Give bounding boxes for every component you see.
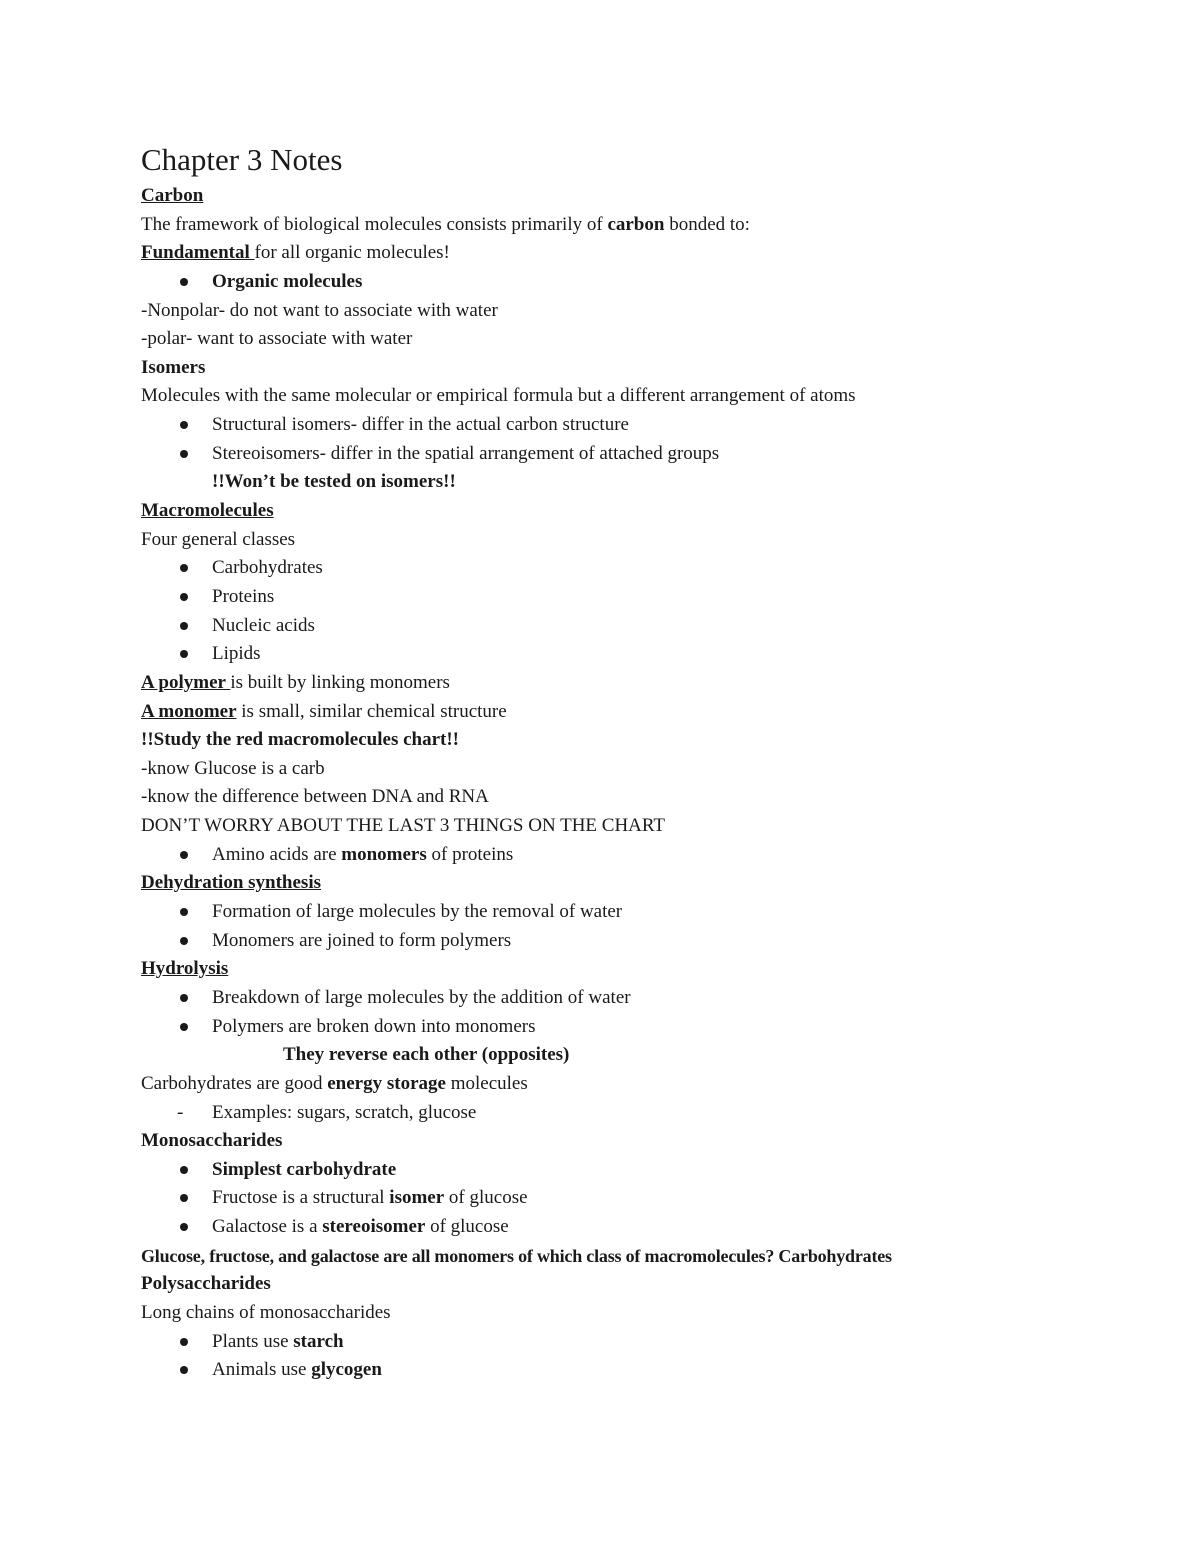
underlined-run: A polymer [141,671,231,693]
glucose-line: -know Glucose is a carb [141,757,325,779]
study-note: !!Study the red macromolecules chart!! [141,729,460,751]
dash-marker: - [177,1101,184,1123]
bullet-icon [180,622,188,630]
list-item-text: Lipids [212,643,261,665]
bullet-icon [180,1194,188,1202]
bullet-icon [180,593,188,601]
bullet-icon [180,278,188,286]
list-item-text: Nucleic acids [212,614,315,636]
list-item [141,640,1141,669]
text-run: Animals use [212,1359,312,1381]
bullet-icon [180,994,188,1002]
bold-run: stereoisomer [322,1216,426,1238]
bold-run: isomer [389,1187,445,1209]
text-run: Galactose is a [212,1216,323,1238]
list-item-text: Carbohydrates [212,557,323,579]
text-run: of glucose [444,1187,528,1209]
polar-line: -polar- want to associate with water [141,328,413,350]
bullet-icon [180,1338,188,1346]
text-run: of proteins [426,843,514,865]
list-item [141,268,1141,297]
bold-run: carbon [607,213,665,235]
list-item [141,1213,1141,1242]
fundamental-line [141,239,1141,268]
bullet-icon [180,450,188,458]
isomers-definition: Molecules with the same molecular or empirical formula but a different arrangement of atoms [141,385,856,407]
text-run: is small, similar chemical structure [236,700,507,722]
bullet-icon [180,650,188,658]
list-item [141,898,1141,927]
reverse-note: They reverse each other (opposites) [283,1044,570,1066]
bullet-icon [180,1223,188,1231]
underlined-run: A monomer [141,700,237,722]
question-line: Glucose, fructose, and galactose are all monomers of which class of macromolecules? Carbohydrates [141,1245,892,1266]
macromolecules-intro: Four general classes [141,528,296,550]
list-item [141,984,1141,1013]
bullet-icon [180,1023,188,1031]
text-run: Fructose is a structural [212,1187,390,1209]
list-item [141,1013,1141,1042]
bullet-icon [180,937,188,945]
bullet-icon [180,1166,188,1174]
text-run: for all organic molecules! [254,242,450,264]
bullet-icon [180,564,188,572]
text-run: bonded to: [664,213,750,235]
carbon-heading: Carbon [141,185,204,206]
list-item-text: Simplest carbohydrate [212,1158,397,1180]
list-item [141,1184,1141,1213]
carbon-framework-line [141,211,1141,240]
list-item-text: Formation of large molecules by the removal of water [212,901,623,923]
dna-line: -know the difference between DNA and RNA [141,786,489,808]
text-run: is built by linking monomers [230,671,450,693]
list-item [141,1356,1141,1385]
polymer-line [141,669,1141,698]
monomer-line [141,698,1141,727]
carbs-line [141,1070,1141,1099]
bold-run: glycogen [311,1359,382,1381]
list-item [141,1156,1141,1185]
bullet-icon [180,851,188,859]
bullet-icon [180,1366,188,1374]
dont-worry-line: DON’T WORRY ABOUT THE LAST 3 THINGS ON THE CHART [141,815,666,837]
list-item-text: Stereoisomers- differ in the spatial arrangement of attached groups [212,442,720,464]
bold-run: starch [293,1330,344,1352]
text-run: Plants use [212,1330,294,1352]
hydrolysis-heading: Hydrolysis [141,958,229,980]
list-item [141,612,1141,641]
underlined-run: Fundamental [141,242,255,264]
text-run: The framework of biological molecules consists primarily of [141,213,608,235]
list-item [141,1328,1141,1357]
macromolecules-heading: Macromolecules [141,500,274,522]
polysaccharides-heading: Polysaccharides [141,1273,271,1295]
bullet-icon [180,908,188,916]
text-run: Amino acids are [212,843,342,865]
text-run: of glucose [425,1216,509,1238]
list-item [141,411,1141,440]
list-item-text: Proteins [212,585,275,607]
bold-run: energy storage [327,1072,446,1094]
list-item [141,841,1141,870]
text-run: Carbohydrates are good [141,1072,328,1094]
monosaccharides-heading: Monosaccharides [141,1130,283,1152]
list-item-text: Structural isomers- differ in the actual carbon structure [212,414,629,436]
notes-body [141,182,1141,1385]
isomers-heading: Isomers [141,356,206,378]
list-item-text: Polymers are broken down into monomers [212,1015,536,1037]
list-item-text: Monomers are joined to form polymers [212,929,512,951]
list-item-text: Breakdown of large molecules by the addition of water [212,986,631,1008]
dehydration-heading: Dehydration synthesis [141,872,321,894]
bold-run: monomers [341,843,427,865]
text-run: molecules [445,1072,528,1094]
list-item [141,554,1141,583]
list-item [141,1099,1141,1128]
nonpolar-line: -Nonpolar- do not want to associate with water [141,299,498,321]
list-item [141,440,1141,469]
list-item [141,927,1141,956]
list-item [141,583,1141,612]
bullet-icon [180,421,188,429]
polysaccharides-intro: Long chains of monosaccharides [141,1301,391,1323]
list-item-text: Organic molecules [212,270,363,292]
isomers-note: !!Won’t be tested on isomers!! [212,471,456,493]
page-title: Chapter 3 Notes [141,142,343,177]
list-item-text: Examples: sugars, scratch, glucose [212,1101,477,1123]
